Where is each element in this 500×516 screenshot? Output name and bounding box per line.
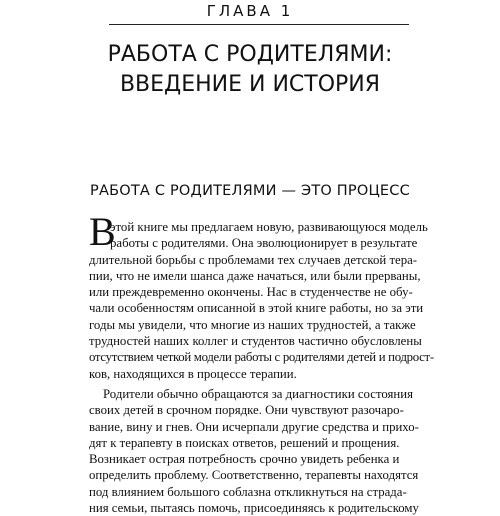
chapter-title-line-2: ВВЕДЕНИЕ И ИСТОРИЯ [119,72,381,97]
paragraph-line: чали особенностям описанной в этой книге работы, но за эти [89,301,424,316]
paragraph-line: пии, что не имели шанса даже начаться, или были прерваны, [89,268,421,283]
paragraph-line: вание, вину и гнев. Они исчерпали другие средства и прихо- [89,419,419,434]
paragraph-2 [89,386,419,516]
paragraph-line: Возникает острая потребность срочно увидеть ребенка и [89,452,400,467]
paragraph-line: годы мы увидели, что многие из наших трудностей, а также [89,317,416,332]
paragraph-line: дят к терапевту в поисках ответов, решений и прощения. [89,435,400,450]
paragraph-1 [89,209,434,382]
paragraph-line: В этой книге мы предлагаем новую, развивающуюся модель [89,209,428,254]
chapter-rule [109,24,409,25]
paragraph-line: своих детей в срочном порядке. Они чувствуют разочаро- [89,403,404,418]
body-text [89,209,434,516]
paragraph-line: длительной борьбы с проблемами тех случаев детской тера- [89,252,418,267]
chapter-label: ГЛАВА 1 [206,2,294,20]
paragraph-line: ния семьи, пытаясь помочь, присоединяясь к родительскому [89,501,419,516]
section-heading: РАБОТА С РОДИТЕЛЯМИ — ЭТО ПРОЦЕСС [90,183,410,199]
paragraph-line: Родители обычно обращаются за диагностики состояния [103,386,414,401]
paragraph-line: отсутствием четкой модели работы с родителями детей и подрост- [89,350,434,365]
paragraph-line: работы с родителями. Она эволюционирует в результате [110,236,418,251]
chapter-title-line-1: РАБОТА С РОДИТЕЛЯМИ: [107,42,393,67]
paragraph-line: под влиянием большого соблазна откликнуться на страда- [89,484,407,499]
paragraph-line: ков, находящихся в процессе терапии. [89,366,297,381]
paragraph-line: трудностей наших коллег и студентов частично обусловлены [89,334,422,349]
drop-cap: В [89,209,116,254]
paragraph-line: или преждевременно окончены. Нас в студенчестве не обу- [89,285,413,300]
chapter-title [0,40,500,100]
paragraph-line: определить проблему. Соответственно, терапевты находятся [89,468,419,483]
